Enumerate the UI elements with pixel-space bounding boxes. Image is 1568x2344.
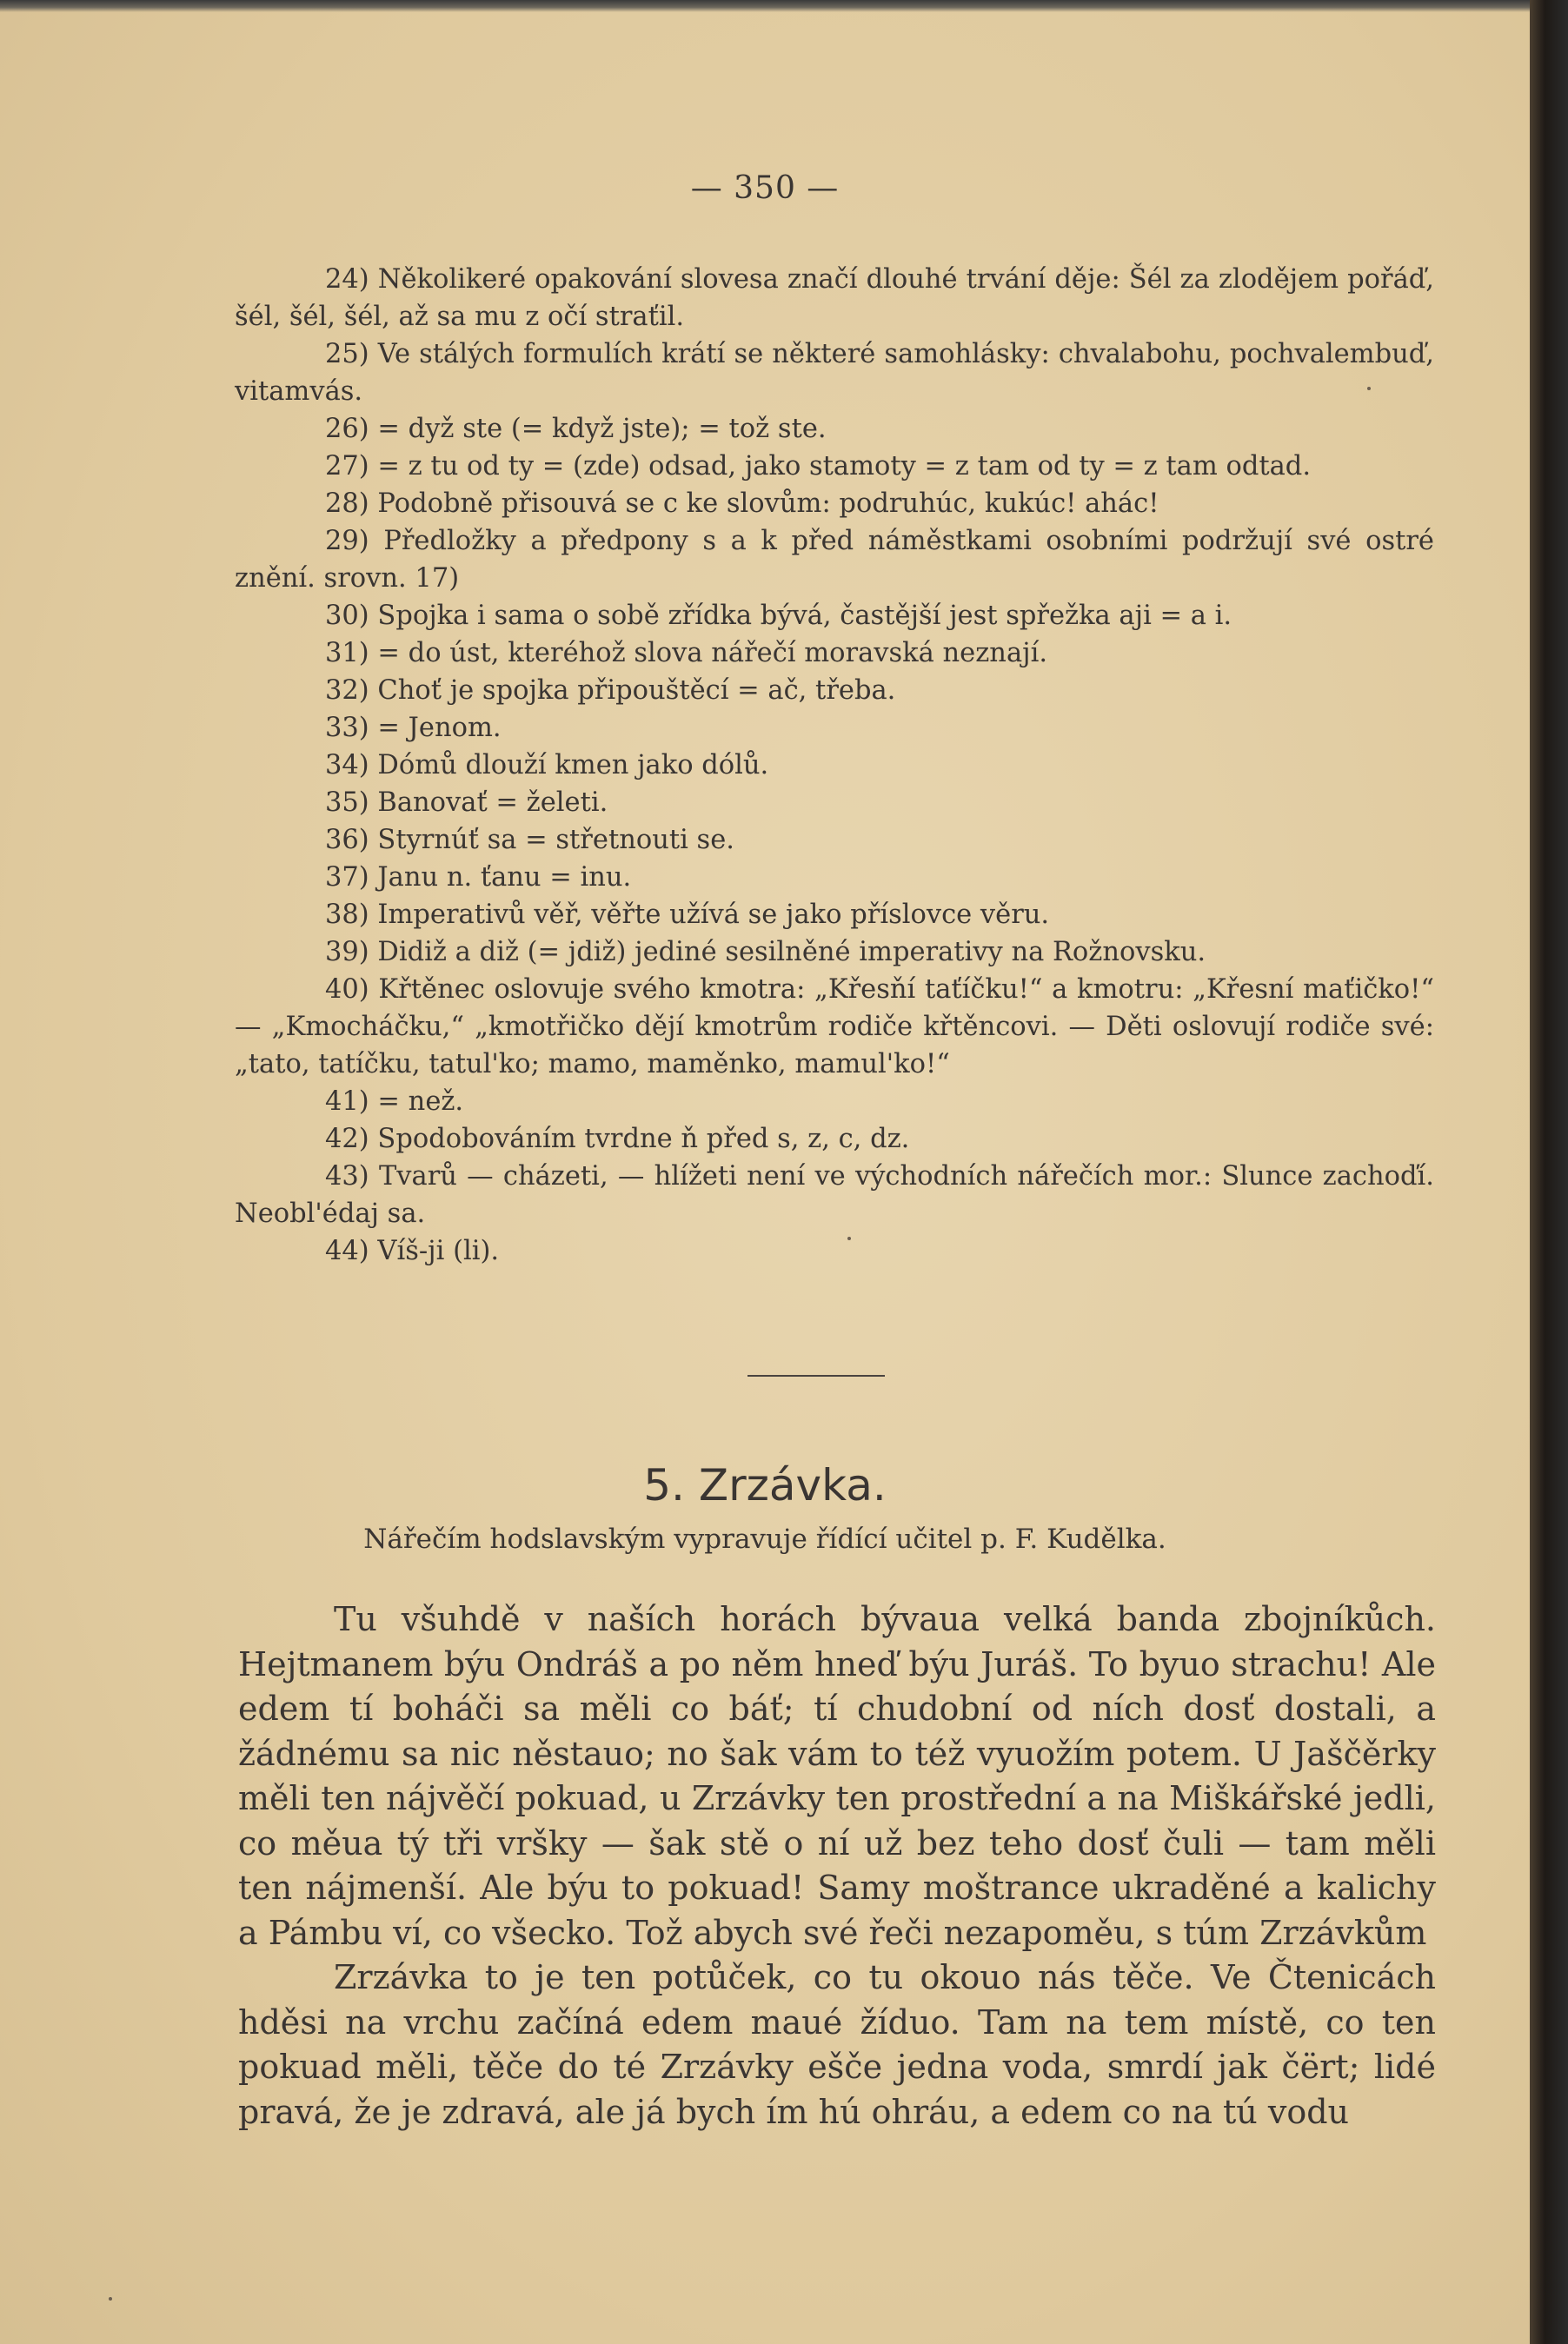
- footnote-text: = Jenom.: [377, 713, 502, 743]
- footnote-text: Víš-ji (li).: [377, 1236, 500, 1266]
- story-paragraph: Zrzávka to je ten potůček, co tu okouo nás těče. Ve Čtenicách hděsi na vrchu začíná edem maué žíduo. Tam na tem místě, co ten pokuad měli, těče do té Zrzávky ešče jedna voda, smrdí jak čërt; lidé pravá, že je zdravá, ale já bych ím hú ohráu, a edem co na tú vodu: [238, 1958, 1436, 2131]
- footnote: [235, 1120, 1434, 1158]
- footnote-number: 25): [325, 339, 369, 369]
- footnote-text: Předložky a předpony s a k před náměstkami osobními podržují své ostré znění. srovn. 17): [235, 526, 1434, 594]
- footnote-text: Ve stálých formulích krátí se některé samohlásky: chvalabohu, pochvalembuď, vitamvás.: [235, 339, 1434, 407]
- footnote-text: Styrnúť sa = střetnouti se.: [377, 825, 734, 855]
- footnote-number: 44): [325, 1236, 369, 1266]
- footnote-text: Choť je spojka připouštěcí = ač, třeba.: [377, 675, 896, 706]
- footnote-number: 32): [325, 675, 369, 706]
- footnote-number: 41): [325, 1086, 369, 1117]
- footnote: [235, 709, 1434, 747]
- paper-speck: [1367, 387, 1371, 390]
- footnote-text: Spojka i sama o sobě zřídka bývá, častější jest spřežka aji = a i.: [377, 601, 1232, 631]
- footnote-number: 37): [325, 862, 369, 893]
- footnote-number: 34): [325, 750, 369, 780]
- footnote-text: = z tu od ty = (zde) odsad, jako stamoty = z tam od ty = z tam odtad.: [377, 451, 1312, 481]
- footnote-text: Didiž a diž (= jdiž) jediné sesilněné imperativy na Rožnovsku.: [377, 937, 1206, 967]
- footnote: [235, 1232, 1434, 1270]
- story-text: [238, 1597, 1436, 2135]
- footnote: [235, 896, 1434, 933]
- footnotes-section: [235, 261, 1434, 1270]
- footnote-text: Podobně přisouvá se c ke slovům: podruhúc, kukúc! ahác!: [377, 488, 1159, 519]
- footnote-number: 40): [325, 974, 369, 1005]
- story-paragraph: Tu všuhdě v naších horách bývaua velká banda zbojníkůch. Hejtmanem býu Ondráš a po něm hneď býu Juráš. To byuo strachu! Ale edem tí boháči sa měli co báť; tí chudobní od ních dosť dostali, a žádnému sa nic něstauo; no šak vám to též vyuožím potem. U Jaščěrky měli ten nájvěčí pokuad, u Zrzávky ten prostřední a na Miškářské jedli, co měua tý tři vršky — šak stě o ní už bez teho dosť čuli — tam měli ten nájmenší. Ale býu to pokuad! Samy moštrance ukraděné a kalichy a Pámbu ví, co všecko. Tož abych své řeči nezapoměu, s túm Zrzávkům: [238, 1600, 1436, 1952]
- footnote: [235, 672, 1434, 709]
- footnote: [235, 335, 1434, 410]
- footnote-number: 39): [325, 937, 369, 967]
- footnote: [235, 859, 1434, 896]
- footnote-text: Křtěnec oslovuje svého kmotra: „Křesňí taťíčku!“ a kmotru: „Křesní maťičko!“ — „Kmocháčku,“ „kmotřičko dějí kmotrům rodiče křtěncovi. — Děti oslovují rodiče své: „tato, tatíčku, tatul'ko; mamo, maměnko, mamul'ko!“: [235, 974, 1434, 1079]
- scan-right-edge: [1530, 0, 1568, 2344]
- footnote: [235, 971, 1434, 1083]
- footnote: [235, 933, 1434, 971]
- footnote-text: = než.: [377, 1086, 464, 1117]
- footnote: [235, 747, 1434, 784]
- footnote: [235, 821, 1434, 859]
- footnote: [235, 1083, 1434, 1120]
- footnote-number: 24): [325, 264, 369, 295]
- footnote-number: 29): [325, 526, 369, 556]
- scan-top-edge: [0, 0, 1530, 12]
- page-number: — 350 —: [690, 170, 840, 206]
- footnote-number: 33): [325, 713, 369, 743]
- footnote-number: 27): [325, 451, 369, 481]
- footnote-text: Několikeré opakování slovesa značí dlouhé trvání děje: Šél za zlodějem pořáď, šél, šél, šél, až sa mu z očí straťil.: [235, 264, 1434, 332]
- footnote-text: = dyž ste (= když jste); = tož ste.: [377, 414, 827, 444]
- footnote-number: 35): [325, 787, 369, 818]
- footnote: [235, 485, 1434, 522]
- paper-speck: [109, 2297, 112, 2301]
- footnote-number: 28): [325, 488, 369, 519]
- footnote: [235, 1158, 1434, 1232]
- footnote: [235, 410, 1434, 448]
- footnote-number: 36): [325, 825, 369, 855]
- footnote-text: = do úst, kteréhož slova nářečí moravská neznají.: [377, 638, 1048, 668]
- footnote: [235, 261, 1434, 335]
- footnote-number: 43): [325, 1161, 369, 1192]
- footnote: [235, 784, 1434, 821]
- section-divider: [747, 1375, 885, 1377]
- chapter-title: 5. Zrzávka.: [643, 1460, 887, 1511]
- footnote-text: Spodobováním tvrdne ň před s, z, c, dz.: [377, 1124, 910, 1154]
- footnote-number: 30): [325, 601, 369, 631]
- footnote-text: Imperativů věř, věřte užívá se jako příslovce věru.: [377, 900, 1050, 930]
- footnote: [235, 634, 1434, 672]
- footnote-text: Dómů dlouží kmen jako dólů.: [377, 750, 769, 780]
- footnote-number: 31): [325, 638, 369, 668]
- footnote-number: 42): [325, 1124, 369, 1154]
- chapter-subtitle: Nářečím hodslavským vypravuje řídící učitel p. F. Kudělka.: [363, 1524, 1166, 1555]
- footnote-text: Tvarů — cházeti, — hlížeti není ve východních nářečích mor.: Slunce zachoďí. Neobl'édaj sa.: [235, 1161, 1434, 1229]
- footnote-text: Janu n. ťanu = inu.: [377, 862, 632, 893]
- footnote: [235, 597, 1434, 634]
- footnote-number: 26): [325, 414, 369, 444]
- footnote: [235, 522, 1434, 597]
- paper-speck: [847, 1237, 851, 1240]
- footnote-number: 38): [325, 900, 369, 930]
- footnote: [235, 448, 1434, 485]
- footnote-text: Banovať = želeti.: [377, 787, 608, 818]
